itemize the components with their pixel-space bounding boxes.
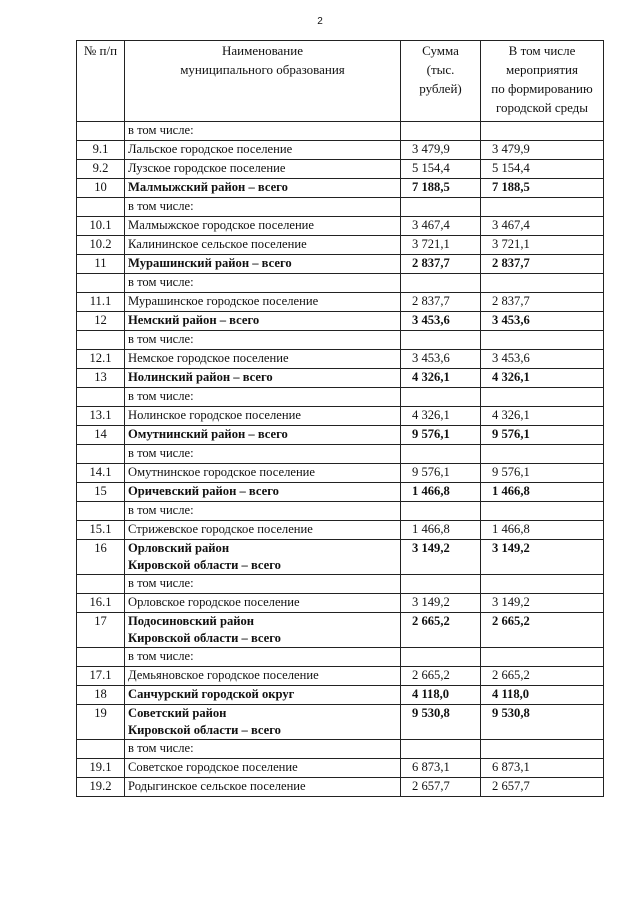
row-included: 4 118,0	[481, 686, 604, 705]
row-included: 2 657,7	[481, 778, 604, 797]
table-row	[77, 407, 604, 426]
row-sum: 1 466,8	[401, 521, 481, 540]
row-sum	[401, 740, 481, 759]
row-name	[125, 594, 401, 613]
row-number: 11.1	[77, 293, 125, 312]
row-sum: 2 665,2	[401, 613, 481, 648]
row-name	[125, 255, 401, 274]
row-included: 3 453,6	[481, 350, 604, 369]
row-included: 3 149,2	[481, 594, 604, 613]
row-name-line: в том числе:	[128, 332, 194, 346]
table-row	[77, 464, 604, 483]
row-sum: 2 665,2	[401, 667, 481, 686]
row-name-line: Омутнинский район – всего	[128, 427, 288, 441]
row-name	[125, 575, 401, 594]
table-row	[77, 686, 604, 705]
row-sum: 7 188,5	[401, 179, 481, 198]
row-name-line: в том числе:	[128, 649, 194, 663]
row-number	[77, 198, 125, 217]
row-name-line: Нолинский район – всего	[128, 370, 273, 384]
row-name-line: в том числе:	[128, 576, 194, 590]
row-sum	[401, 198, 481, 217]
table-row	[77, 369, 604, 388]
row-sum: 2 837,7	[401, 293, 481, 312]
row-name	[125, 540, 401, 575]
row-included: 9 530,8	[481, 705, 604, 740]
row-name-line: в том числе:	[128, 741, 194, 755]
table-row	[77, 122, 604, 141]
table-row	[77, 575, 604, 594]
row-sum: 1 466,8	[401, 483, 481, 502]
row-name	[125, 350, 401, 369]
row-name-line: в том числе:	[128, 199, 194, 213]
header-included-line: городской среды	[495, 100, 589, 115]
row-sum: 3 149,2	[401, 594, 481, 613]
row-name	[125, 312, 401, 331]
row-included: 3 149,2	[481, 540, 604, 575]
row-number	[77, 575, 125, 594]
row-number: 19	[77, 705, 125, 740]
row-name	[125, 274, 401, 293]
row-name-line: Орловское городское поселение	[128, 595, 300, 609]
row-name	[125, 759, 401, 778]
row-number: 12	[77, 312, 125, 331]
row-included: 2 665,2	[481, 613, 604, 648]
row-name-line: в том числе:	[128, 389, 194, 403]
row-name	[125, 141, 401, 160]
row-sum	[401, 648, 481, 667]
table-row	[77, 778, 604, 797]
row-number: 19.2	[77, 778, 125, 797]
table-row	[77, 198, 604, 217]
row-included	[481, 575, 604, 594]
header-included	[481, 41, 604, 122]
row-included: 7 188,5	[481, 179, 604, 198]
row-name-line: в том числе:	[128, 275, 194, 289]
row-included	[481, 388, 604, 407]
table-row	[77, 759, 604, 778]
row-name-line: Кировской области – всего	[128, 631, 281, 645]
row-sum: 3 453,6	[401, 312, 481, 331]
table-row	[77, 740, 604, 759]
header-included-line: по формированию	[491, 81, 593, 96]
row-name-line: Омутнинское городское поселение	[128, 465, 316, 479]
header-name-line: муниципального образования	[180, 62, 345, 77]
table-row	[77, 293, 604, 312]
row-name	[125, 648, 401, 667]
row-name-line: Родыгинское сельское поселение	[128, 779, 306, 793]
row-sum	[401, 122, 481, 141]
row-number: 15	[77, 483, 125, 502]
row-sum: 3 721,1	[401, 236, 481, 255]
table-row	[77, 312, 604, 331]
row-included	[481, 445, 604, 464]
row-name	[125, 686, 401, 705]
row-included: 5 154,4	[481, 160, 604, 179]
row-name	[125, 236, 401, 255]
row-number: 10	[77, 179, 125, 198]
row-included: 4 326,1	[481, 369, 604, 388]
row-name-line: Советское городское поселение	[128, 760, 298, 774]
row-included: 9 576,1	[481, 464, 604, 483]
row-number: 16.1	[77, 594, 125, 613]
row-included: 3 479,9	[481, 141, 604, 160]
table-row	[77, 521, 604, 540]
row-name	[125, 521, 401, 540]
row-name-line: Мурашинское городское поселение	[128, 294, 319, 308]
table-row	[77, 613, 604, 648]
row-number	[77, 740, 125, 759]
funding-table	[76, 40, 604, 797]
header-sum-line: рублей)	[419, 81, 462, 96]
row-number: 17.1	[77, 667, 125, 686]
table-row	[77, 274, 604, 293]
row-name-line: Лальское городское поселение	[128, 142, 293, 156]
row-name-line: Кировской области – всего	[128, 723, 281, 737]
row-name	[125, 217, 401, 236]
table-row	[77, 331, 604, 350]
row-number: 19.1	[77, 759, 125, 778]
row-sum: 6 873,1	[401, 759, 481, 778]
row-number: 17	[77, 613, 125, 648]
header-num: № п/п	[77, 41, 125, 122]
row-name	[125, 667, 401, 686]
row-sum: 3 149,2	[401, 540, 481, 575]
header-included-line: В том числе	[508, 43, 576, 58]
row-name-line: Немский район – всего	[128, 313, 260, 327]
row-name-line: Лузское городское поселение	[128, 161, 286, 175]
row-number: 9.1	[77, 141, 125, 160]
row-number: 15.1	[77, 521, 125, 540]
row-sum: 3 467,4	[401, 217, 481, 236]
row-name	[125, 426, 401, 445]
row-included: 2 665,2	[481, 667, 604, 686]
row-included: 1 466,8	[481, 521, 604, 540]
table-header-row	[77, 41, 604, 122]
row-number	[77, 648, 125, 667]
table-row	[77, 160, 604, 179]
row-number: 16	[77, 540, 125, 575]
table-row	[77, 483, 604, 502]
row-included	[481, 198, 604, 217]
row-included	[481, 122, 604, 141]
row-name-line: Советский район	[128, 706, 227, 720]
row-name	[125, 369, 401, 388]
row-number: 12.1	[77, 350, 125, 369]
row-name-line: Стрижевское городское поселение	[128, 522, 313, 536]
table-row	[77, 236, 604, 255]
row-name	[125, 705, 401, 740]
row-name-line: Подосиновский район	[128, 614, 255, 628]
row-sum: 3 479,9	[401, 141, 481, 160]
row-name	[125, 613, 401, 648]
row-name	[125, 331, 401, 350]
row-number	[77, 502, 125, 521]
row-number: 11	[77, 255, 125, 274]
row-name	[125, 464, 401, 483]
row-name	[125, 179, 401, 198]
row-sum: 4 118,0	[401, 686, 481, 705]
row-number: 13	[77, 369, 125, 388]
row-included: 6 873,1	[481, 759, 604, 778]
row-sum	[401, 331, 481, 350]
row-number	[77, 122, 125, 141]
row-number: 14.1	[77, 464, 125, 483]
row-number	[77, 274, 125, 293]
table-row	[77, 255, 604, 274]
header-name-line: Наименование	[222, 43, 303, 58]
row-number: 18	[77, 686, 125, 705]
row-name	[125, 740, 401, 759]
row-name-line: Калининское сельское поселение	[128, 237, 307, 251]
table-row	[77, 217, 604, 236]
row-name-line: Малмыжское городское поселение	[128, 218, 315, 232]
table-row	[77, 141, 604, 160]
row-sum	[401, 388, 481, 407]
row-name-line: Малмыжский район – всего	[128, 180, 288, 194]
row-name	[125, 388, 401, 407]
row-sum: 4 326,1	[401, 407, 481, 426]
row-number: 9.2	[77, 160, 125, 179]
row-number: 13.1	[77, 407, 125, 426]
row-number: 10.1	[77, 217, 125, 236]
header-name	[125, 41, 401, 122]
row-sum: 9 576,1	[401, 426, 481, 445]
table-row	[77, 648, 604, 667]
row-sum	[401, 445, 481, 464]
row-sum: 4 326,1	[401, 369, 481, 388]
row-sum: 9 576,1	[401, 464, 481, 483]
row-number: 14	[77, 426, 125, 445]
row-name-line: в том числе:	[128, 446, 194, 460]
row-sum	[401, 575, 481, 594]
row-sum: 2 657,7	[401, 778, 481, 797]
row-included: 3 453,6	[481, 312, 604, 331]
row-included	[481, 502, 604, 521]
row-name	[125, 778, 401, 797]
row-name-line: Санчурский городской округ	[128, 687, 295, 701]
header-sum-line: (тыс.	[426, 62, 455, 77]
row-name	[125, 198, 401, 217]
row-included	[481, 648, 604, 667]
table-row	[77, 388, 604, 407]
row-name-line: Немское городское поселение	[128, 351, 289, 365]
row-name-line: Орловский район	[128, 541, 230, 555]
row-name	[125, 445, 401, 464]
row-included	[481, 331, 604, 350]
row-name-line: Демьяновское городское поселение	[128, 668, 319, 682]
row-number	[77, 445, 125, 464]
table-row	[77, 594, 604, 613]
header-sum-line: Сумма	[422, 43, 459, 58]
row-name-line: в том числе:	[128, 123, 194, 137]
table-row	[77, 667, 604, 686]
table-row	[77, 502, 604, 521]
row-name-line: Оричевский район – всего	[128, 484, 279, 498]
row-included: 2 837,7	[481, 293, 604, 312]
row-sum: 5 154,4	[401, 160, 481, 179]
header-included-line: мероприятия	[505, 62, 578, 77]
row-number	[77, 388, 125, 407]
row-included: 4 326,1	[481, 407, 604, 426]
row-number	[77, 331, 125, 350]
row-name-line: в том числе:	[128, 503, 194, 517]
row-name	[125, 160, 401, 179]
row-name	[125, 122, 401, 141]
row-name-line: Кировской области – всего	[128, 558, 281, 572]
row-name-line: Нолинское городское поселение	[128, 408, 301, 422]
table-row	[77, 445, 604, 464]
row-included	[481, 740, 604, 759]
row-included: 3 721,1	[481, 236, 604, 255]
row-name	[125, 293, 401, 312]
table-row	[77, 350, 604, 369]
row-sum	[401, 274, 481, 293]
row-name-line: Мурашинский район – всего	[128, 256, 292, 270]
row-included: 3 467,4	[481, 217, 604, 236]
table-row	[77, 705, 604, 740]
row-name	[125, 407, 401, 426]
table-body	[77, 122, 604, 797]
row-sum: 9 530,8	[401, 705, 481, 740]
row-name	[125, 502, 401, 521]
row-included: 1 466,8	[481, 483, 604, 502]
row-included	[481, 274, 604, 293]
row-included: 9 576,1	[481, 426, 604, 445]
row-name	[125, 483, 401, 502]
table-row	[77, 426, 604, 445]
row-included: 2 837,7	[481, 255, 604, 274]
table-row	[77, 540, 604, 575]
row-number: 10.2	[77, 236, 125, 255]
row-sum	[401, 502, 481, 521]
page-number: 2	[317, 16, 323, 27]
table-row	[77, 179, 604, 198]
row-sum: 2 837,7	[401, 255, 481, 274]
header-sum	[401, 41, 481, 122]
row-sum: 3 453,6	[401, 350, 481, 369]
